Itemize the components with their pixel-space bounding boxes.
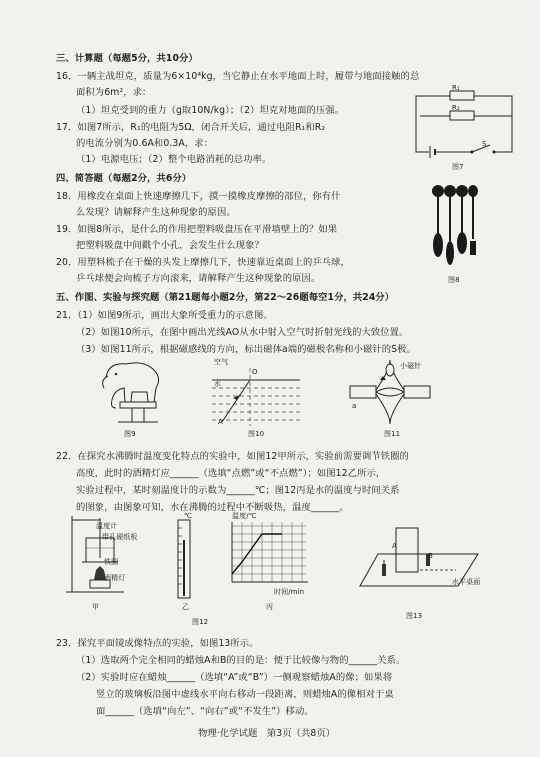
fig7-r2-label: R₂ — [452, 104, 460, 112]
fig10-a-label: A — [218, 418, 223, 426]
fig10-refraction-diagram — [212, 368, 300, 428]
fig12-bing-x-label: 时间/min — [274, 588, 305, 596]
q17-line3: （1）电源电压；（2）整个电路消耗的总功率。 — [76, 154, 272, 165]
fig12-bing-temperature-graph — [226, 522, 310, 590]
section3-heading: 三、计算题（每题5分，共10分） — [56, 53, 198, 64]
q21-line2: （2）如图10所示，在图中画出光线AO从水中射入空气时折射光线的大致位置。 — [76, 327, 409, 338]
q16-line2: 面积为6m²，求： — [76, 87, 152, 98]
fig9-caption: 图9 — [124, 430, 136, 438]
fig13-table-label: 水平桌面 — [452, 578, 481, 586]
q21-line3: （3）如图11所示，根据磁感线的方向，标出磁体a端的磁极名称和小磁针的S极。 — [76, 344, 416, 355]
fig12-yi-label: 乙 — [182, 603, 190, 611]
q16-line1: 16．一辆主战坦克，质量为6×10⁴kg，当它静止在水平地面上时，履带与地面接触的总 — [56, 71, 420, 82]
fig12-yi-thermometer — [172, 520, 196, 600]
fig7-r1-label: R₁ — [452, 84, 460, 92]
fig13-candle-b-label: B — [428, 552, 433, 560]
q23-line2: （1）选取两个完全相同的蜡烛A和B的目的是：便于比较像与物的______关系。 — [76, 655, 406, 666]
page-footer: 物理·化学试题 第3页（共8页） — [198, 728, 336, 739]
fig11-a-end-label: a — [352, 402, 357, 410]
fig13-candle-a-label: A — [392, 542, 397, 550]
q23-line4: 竖立的玻璃板沿图中虚线水平向右移动一段距离，则蜡烛A的像相对于桌 — [96, 689, 394, 700]
fig7-caption: 图7 — [452, 163, 464, 171]
fig8-caption: 图8 — [448, 276, 460, 284]
fig12-jia-label: 甲 — [92, 603, 100, 611]
q22-line1: 22．在探究水沸腾时温度变化特点的实验中，如图12甲所示，实验前需要调节铁圈的 — [56, 451, 409, 462]
q22-line4: 的图象，由图象可知，水在沸腾的过程中不断吸热，温度______。 — [76, 502, 349, 513]
q23-line3: （2）实验时应在蜡烛______（选填“A”或“B”）一侧观察蜡烛A的像；如果将 — [76, 672, 393, 683]
fig10-caption: 图10 — [248, 430, 265, 438]
fig9-elephant-on-stand — [98, 358, 176, 426]
fig10-air-label: 空气 — [214, 358, 229, 366]
fig12-bing-label: 丙 — [266, 603, 274, 611]
section4-heading: 四、简答题（每题2分，共6分） — [56, 173, 192, 184]
q23-line1: 23．探究平面镜成像特点的实验，如图13所示。 — [56, 638, 259, 649]
section5-heading: 五、作图、实验与探究题（第21题每小题2分，第22～26题每空1分，共24分） — [56, 292, 395, 303]
fig7-switch-label: S — [482, 140, 487, 148]
q19-line1: 19．如图8所示，是什么的作用把塑料吸盘压在平滑墙壁上的？如果 — [56, 224, 338, 235]
q17-line2: 的电流分别为0.6A和0.3A，求： — [76, 138, 214, 149]
fig12-caption: 图12 — [192, 618, 209, 626]
q20-line1: 20．用塑料梳子在干燥的头发上摩擦几下，快速靠近桌面上的乒乓球， — [56, 257, 350, 268]
q21-line1: 21．（1）如图9所示，画出大象所受重力的示意图。 — [56, 310, 273, 321]
fig12-thermometer-label: 温度计 — [96, 522, 118, 530]
fig12-yi-unit: ℃ — [184, 512, 192, 520]
q20-line2: 乒乓球便会向梳子方向滚来，请解释产生这种现象的原因。 — [76, 273, 321, 284]
fig7-circuit-diagram — [410, 86, 520, 162]
q17-line1: 17．如图7所示，R₁的电阻为5Ω，闭合开关后，通过电阻R₁和R₂ — [56, 122, 326, 133]
q18-line2: 么发现？请解释产生这种现象的原因。 — [76, 207, 236, 218]
q18-line1: 18．用橡皮在桌面上快速摩擦几下，摸一摸橡皮摩擦的部位，你有什 — [56, 191, 341, 202]
fig10-o-label: O — [252, 368, 258, 376]
q22-line2: 高度，此时的酒精灯应______（选填“点燃”或“不点燃”）；如图12乙所示， — [76, 468, 386, 479]
q23-line5: 面______（选填“向左”、“向右”或“不发生”）移动。 — [96, 706, 314, 717]
fig8-suction-cup-hooks — [430, 183, 478, 273]
q22-line3: 实验过程中，某时刻温度计的示数为______℃；图12丙是水的温度与时间关系 — [76, 485, 400, 496]
fig11-caption: 图11 — [384, 430, 401, 438]
q19-line2: 把塑料吸盘中间戳个小孔，会发生什么现象？ — [76, 240, 264, 251]
fig11-needle-label: 小磁针 — [400, 362, 422, 370]
fig13-caption: 图13 — [406, 612, 423, 620]
q16-line3: （1）坦克受到的重力（g取10N/kg）；（2）坦克对地面的压强。 — [76, 105, 345, 116]
fig12-lamp-label: 酒精灯 — [104, 574, 126, 582]
fig12-ring-label: 铁圈 — [104, 558, 119, 566]
fig12-bing-y-label: 温度/℃ — [232, 512, 257, 520]
fig10-water-label: 水 — [214, 380, 222, 388]
fig12-cardboard-label: 带孔硬纸板 — [102, 533, 138, 541]
